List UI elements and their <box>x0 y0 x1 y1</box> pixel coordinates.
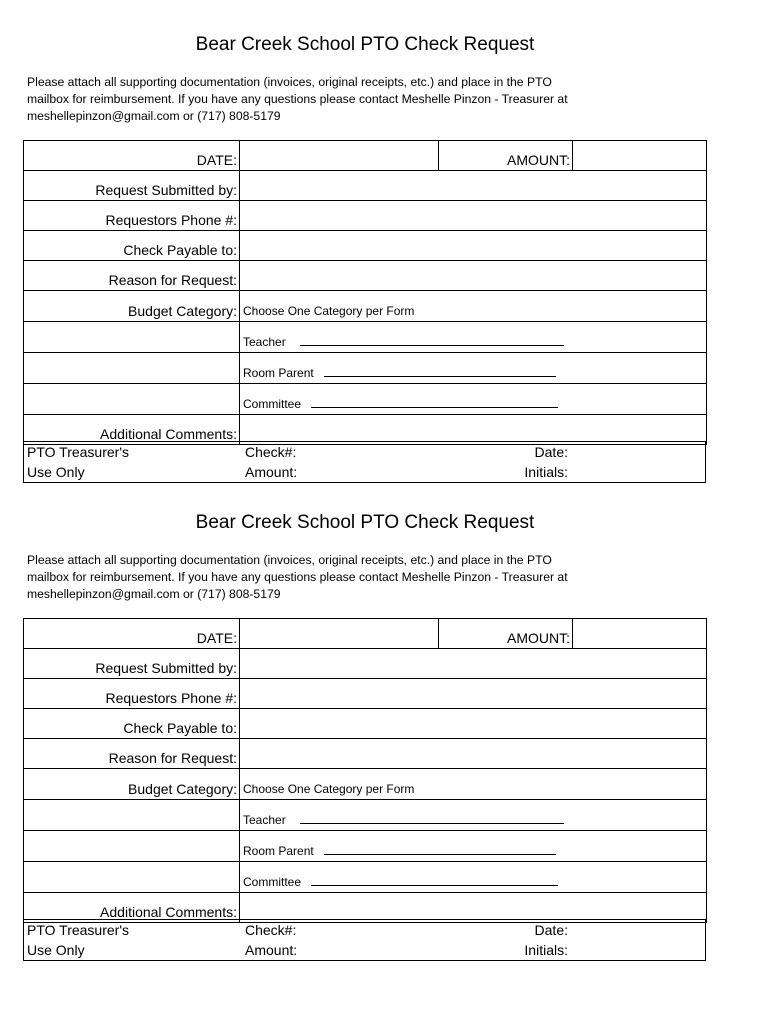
empty-label-cell <box>24 831 240 862</box>
category-teacher-label: Teacher <box>243 813 286 827</box>
date-field[interactable] <box>240 141 439 171</box>
empty-label-cell <box>24 800 240 831</box>
budget-category-note: Choose One Category per Form <box>240 769 707 800</box>
category-committee-label: Committee <box>243 397 302 411</box>
category-committee[interactable] <box>240 384 707 415</box>
category-teacher[interactable] <box>240 800 707 831</box>
comments-field[interactable] <box>240 415 707 445</box>
comments-label: Additional Comments: <box>24 415 240 445</box>
amount-field[interactable] <box>573 619 707 649</box>
category-teacher-blank[interactable] <box>300 813 564 824</box>
instructions-line: Please attach all supporting documentation (invoices, original receipts, etc.) and place in the PTO <box>27 75 552 89</box>
date-field[interactable] <box>240 619 439 649</box>
budget-category-note: Choose One Category per Form <box>240 291 707 322</box>
check-number-label: Check#: <box>245 922 297 938</box>
form-title: Bear Creek School PTO Check Request <box>195 34 535 55</box>
check-request-form-2 <box>0 512 770 972</box>
empty-label-cell <box>24 353 240 384</box>
phone-label: Requestors Phone #: <box>24 201 240 231</box>
category-teacher[interactable] <box>240 322 707 353</box>
empty-label-cell <box>24 384 240 415</box>
treasurer-date-label: Date: <box>534 922 568 938</box>
requested-by-label: Request Submitted by: <box>24 171 240 201</box>
budget-category-label: Budget Category: <box>24 769 240 800</box>
treasurer-label-line1: PTO Treasurer's <box>27 444 129 460</box>
category-room-parent-blank[interactable] <box>324 844 556 855</box>
instructions-line: meshellepinzon@gmail.com or (717) 808-5179 <box>27 587 281 601</box>
empty-label-cell <box>24 322 240 353</box>
instructions <box>27 552 647 603</box>
category-teacher-blank[interactable] <box>300 335 564 346</box>
category-room-parent-label: Room Parent <box>243 844 314 858</box>
treasurer-initials-label: Initials: <box>524 942 568 958</box>
instructions <box>27 74 647 125</box>
check-number-label: Check#: <box>245 444 297 460</box>
category-room-parent-blank[interactable] <box>324 366 556 377</box>
check-request-form-1 <box>0 34 770 494</box>
treasurer-label-line2: Use Only <box>27 464 85 480</box>
reason-field[interactable] <box>240 739 707 769</box>
treasurer-use-box <box>23 441 706 483</box>
form-title: Bear Creek School PTO Check Request <box>195 512 535 533</box>
reason-label: Reason for Request: <box>24 261 240 291</box>
category-room-parent[interactable] <box>240 353 707 384</box>
instructions-line: mailbox for reimbursement. If you have any questions please contact Meshelle Pinzon - Treasurer at <box>27 92 568 106</box>
instructions-line: Please attach all supporting documentation (invoices, original receipts, etc.) and place in the PTO <box>27 553 552 567</box>
category-room-parent[interactable] <box>240 831 707 862</box>
phone-field[interactable] <box>240 201 707 231</box>
amount-label: AMOUNT: <box>439 141 573 171</box>
category-committee-label: Committee <box>243 875 302 889</box>
budget-category-label: Budget Category: <box>24 291 240 322</box>
amount-field[interactable] <box>573 141 707 171</box>
phone-label: Requestors Phone #: <box>24 679 240 709</box>
requested-by-field[interactable] <box>240 649 707 679</box>
requested-by-field[interactable] <box>240 171 707 201</box>
requested-by-label: Request Submitted by: <box>24 649 240 679</box>
payable-to-field[interactable] <box>240 709 707 739</box>
treasurer-date-label: Date: <box>534 444 568 460</box>
comments-field[interactable] <box>240 893 707 923</box>
date-label: DATE: <box>24 619 240 649</box>
category-teacher-label: Teacher <box>243 335 286 349</box>
category-committee[interactable] <box>240 862 707 893</box>
instructions-line: mailbox for reimbursement. If you have any questions please contact Meshelle Pinzon - Treasurer at <box>27 570 568 584</box>
payable-to-label: Check Payable to: <box>24 231 240 261</box>
reason-field[interactable] <box>240 261 707 291</box>
empty-label-cell <box>24 862 240 893</box>
category-committee-blank[interactable] <box>311 397 558 408</box>
comments-label: Additional Comments: <box>24 893 240 923</box>
request-table <box>23 140 707 445</box>
treasurer-initials-label: Initials: <box>524 464 568 480</box>
treasurer-label-line2: Use Only <box>27 942 85 958</box>
reason-label: Reason for Request: <box>24 739 240 769</box>
treasurer-use-box <box>23 919 706 961</box>
treasurer-amount-label: Amount: <box>245 464 298 480</box>
payable-to-field[interactable] <box>240 231 707 261</box>
amount-label: AMOUNT: <box>439 619 573 649</box>
category-committee-blank[interactable] <box>311 875 558 886</box>
treasurer-amount-label: Amount: <box>245 942 298 958</box>
date-label: DATE: <box>24 141 240 171</box>
category-room-parent-label: Room Parent <box>243 366 314 380</box>
phone-field[interactable] <box>240 679 707 709</box>
instructions-line: meshellepinzon@gmail.com or (717) 808-5179 <box>27 109 281 123</box>
treasurer-label-line1: PTO Treasurer's <box>27 922 129 938</box>
request-table <box>23 618 707 923</box>
payable-to-label: Check Payable to: <box>24 709 240 739</box>
